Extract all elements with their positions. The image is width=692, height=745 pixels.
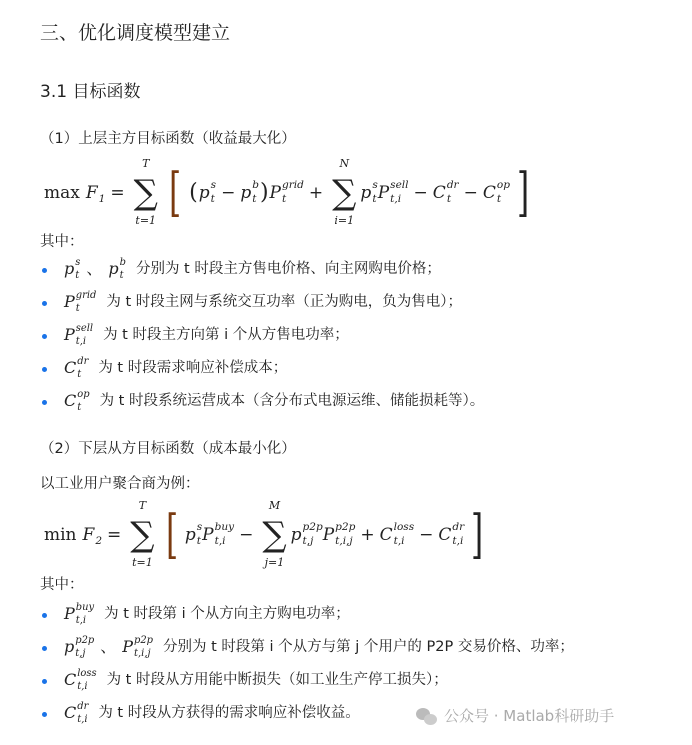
math-variable bbox=[64, 323, 93, 349]
superscript: p2p bbox=[134, 635, 154, 646]
math-variable bbox=[360, 179, 377, 206]
definition-symbol bbox=[64, 602, 94, 628]
subscript: 2 bbox=[95, 535, 103, 547]
definition-item bbox=[46, 635, 574, 661]
sum-sign: ∑ bbox=[133, 172, 158, 213]
superscript: grid bbox=[282, 179, 304, 192]
definition-item bbox=[46, 323, 349, 349]
sum-lower-limit: t=1 bbox=[132, 556, 153, 570]
superscript: sell bbox=[75, 323, 94, 334]
subscript: t bbox=[282, 193, 287, 205]
variable-symbol: P bbox=[269, 182, 281, 203]
definition-text: 为 t 时段系统运营成本（含分布式电源运维、储能损耗等）。 bbox=[99, 393, 485, 410]
wechat-icon bbox=[416, 708, 438, 726]
scripts bbox=[95, 521, 102, 548]
definition-text: 为 t 时段从方获得的需求响应补偿收益。 bbox=[98, 705, 360, 722]
scripts bbox=[252, 179, 259, 206]
scripts bbox=[303, 521, 323, 548]
variable-symbol: C bbox=[482, 182, 496, 203]
superscript: buy bbox=[75, 602, 95, 613]
definition-text: 分别为 t 时段主方售电价格、向主网购电价格； bbox=[135, 261, 441, 278]
math-variable bbox=[378, 179, 409, 206]
variable-symbol: p bbox=[360, 182, 372, 203]
definition-text: 为 t 时段第 i 个从方向主方购电功率； bbox=[104, 606, 350, 623]
math-function: max bbox=[44, 182, 80, 203]
math-operator: − bbox=[221, 182, 236, 203]
subscript: t,i bbox=[214, 535, 226, 547]
math-function: min bbox=[44, 524, 77, 545]
superscript: grid bbox=[75, 290, 97, 301]
variable-symbol: P bbox=[202, 524, 214, 545]
superscript: loss bbox=[393, 521, 415, 534]
math-variable bbox=[64, 701, 88, 727]
definition-item bbox=[46, 290, 462, 316]
math-variable bbox=[64, 257, 80, 283]
definition-text: 为 t 时段需求响应补偿成本； bbox=[98, 360, 288, 377]
superscript: op bbox=[496, 179, 510, 192]
superscript: p2p bbox=[75, 635, 95, 646]
subscript: t bbox=[119, 269, 124, 281]
subscript: t bbox=[372, 193, 377, 205]
math-summation bbox=[332, 157, 356, 228]
variable-symbol: p bbox=[240, 182, 252, 203]
lower-intro: 以工业用户聚合商为例： bbox=[40, 476, 200, 492]
scripts bbox=[497, 179, 510, 206]
variable-symbol: C bbox=[64, 670, 77, 690]
variable-symbol: P bbox=[377, 182, 390, 203]
math-variable bbox=[240, 179, 259, 206]
superscript: dr bbox=[77, 356, 89, 367]
math-operator: = bbox=[110, 182, 125, 203]
variable-symbol: C bbox=[432, 182, 446, 203]
definition-text: 为 t 时段从方用能中断损失（如工业生产停工损失）； bbox=[106, 672, 448, 689]
math-variable bbox=[64, 389, 90, 415]
variable-symbol: C bbox=[438, 524, 452, 545]
math-variable bbox=[86, 179, 106, 206]
math-variable bbox=[323, 521, 356, 548]
definition-symbol bbox=[64, 356, 88, 382]
subscript: t bbox=[446, 193, 452, 205]
scripts bbox=[77, 356, 88, 382]
definition-item bbox=[46, 356, 287, 382]
math-variable bbox=[202, 521, 234, 548]
math-operator: = bbox=[107, 524, 122, 545]
superscript: b bbox=[119, 257, 126, 268]
subscript: t,i bbox=[390, 193, 402, 205]
superscript: sell bbox=[390, 179, 409, 192]
math-operator: − bbox=[413, 182, 428, 203]
definition-symbol bbox=[64, 323, 93, 349]
subscript: t,j bbox=[302, 535, 314, 547]
scripts bbox=[390, 179, 408, 206]
superscript: s bbox=[372, 179, 378, 192]
subscript: t bbox=[196, 535, 201, 547]
subscript: t,i bbox=[77, 680, 88, 692]
math-variable bbox=[270, 179, 304, 206]
subscript: t,i bbox=[452, 535, 464, 547]
math-variable bbox=[108, 257, 126, 283]
variable-symbol: F bbox=[82, 524, 95, 545]
definition-item bbox=[46, 701, 360, 727]
scripts bbox=[335, 521, 355, 548]
math-operator: − bbox=[419, 524, 434, 545]
definition-item bbox=[46, 602, 350, 628]
subscript: 1 bbox=[98, 193, 106, 205]
variable-symbol: C bbox=[379, 524, 393, 545]
definition-symbol bbox=[64, 257, 126, 283]
subscript: t bbox=[77, 368, 82, 380]
upper-where-label: 其中： bbox=[40, 234, 84, 250]
variable-symbol: P bbox=[64, 292, 75, 312]
math-variable bbox=[122, 635, 153, 661]
definition-symbol bbox=[64, 389, 90, 415]
variable-symbol: p bbox=[184, 524, 196, 545]
scripts bbox=[76, 323, 93, 349]
scripts bbox=[75, 257, 80, 283]
watermark-text: 公众号 · Matlab科研助手 bbox=[444, 707, 615, 725]
subscript: t,i bbox=[393, 535, 405, 547]
sum-lower-limit: i=1 bbox=[334, 214, 355, 228]
definition-item bbox=[46, 257, 441, 283]
definition-text: 为 t 时段主网与系统交互功率（正为购电，负为售电）； bbox=[106, 294, 463, 311]
definition-symbol bbox=[64, 635, 153, 661]
math-operator: + bbox=[360, 524, 375, 545]
superscript: op bbox=[77, 389, 90, 400]
scripts bbox=[75, 635, 94, 661]
math-bracket: ] bbox=[517, 162, 530, 223]
scripts bbox=[211, 179, 216, 206]
scripts bbox=[134, 635, 153, 661]
variable-symbol: p bbox=[198, 182, 210, 203]
math-variable bbox=[64, 290, 96, 316]
sum-upper-limit: T bbox=[138, 499, 147, 513]
definition-text: 分别为 t 时段第 i 个从方与第 j 个用户的 P2P 交易价格、功率； bbox=[163, 639, 574, 656]
sum-lower-limit: j=1 bbox=[264, 556, 285, 570]
variable-symbol: C bbox=[64, 391, 77, 411]
scripts bbox=[76, 602, 94, 628]
variable-symbol: P bbox=[122, 637, 134, 657]
definition-item bbox=[46, 668, 448, 694]
scripts bbox=[282, 179, 304, 206]
math-variable bbox=[291, 521, 323, 548]
definition-symbol bbox=[64, 290, 96, 316]
subscript: t bbox=[210, 193, 215, 205]
subscript: t,i,j bbox=[134, 647, 151, 659]
lower-formula bbox=[44, 498, 490, 572]
superscript: s bbox=[196, 521, 203, 534]
watermark bbox=[416, 707, 614, 727]
sum-sign: ∑ bbox=[332, 172, 357, 213]
sum-upper-limit: T bbox=[142, 157, 150, 171]
math-summation bbox=[134, 157, 158, 228]
superscript: b bbox=[252, 179, 259, 192]
math-variable bbox=[483, 179, 510, 206]
scripts bbox=[77, 389, 89, 415]
variable-symbol: C bbox=[64, 703, 77, 723]
subscript: t,i bbox=[75, 335, 87, 347]
lower-where-label: 其中： bbox=[40, 577, 84, 593]
page-heading: 三、优化调度模型建立 bbox=[40, 22, 231, 44]
subscript: t,i,j bbox=[335, 535, 353, 547]
superscript: dr bbox=[452, 521, 465, 534]
subscript: t,i bbox=[77, 713, 88, 725]
variable-symbol: C bbox=[64, 358, 77, 378]
math-separator: 、 bbox=[100, 637, 117, 657]
scripts bbox=[76, 290, 97, 316]
math-operator: − bbox=[463, 182, 478, 203]
upper-formula bbox=[44, 156, 536, 230]
math-variable bbox=[64, 635, 94, 661]
sum-sign: ∑ bbox=[262, 514, 287, 555]
subscript: t bbox=[75, 302, 80, 314]
scripts bbox=[120, 257, 126, 283]
variable-symbol: p bbox=[108, 259, 119, 279]
math-paren: ) bbox=[259, 179, 269, 205]
math-operator: − bbox=[239, 524, 254, 545]
subscript: t bbox=[77, 401, 82, 413]
math-bracket: [ bbox=[165, 504, 178, 565]
variable-symbol: P bbox=[64, 604, 75, 624]
math-variable bbox=[185, 521, 202, 548]
definition-symbol bbox=[64, 668, 97, 694]
upper-title: （1）上层主方目标函数（收益最大化） bbox=[40, 131, 296, 147]
subscript: t bbox=[252, 193, 257, 205]
definition-text: 为 t 时段主方向第 i 个从方售电功率； bbox=[103, 327, 349, 344]
subscript: t bbox=[496, 193, 502, 205]
variable-symbol: p bbox=[290, 524, 302, 545]
superscript: p2p bbox=[302, 521, 323, 534]
superscript bbox=[95, 521, 102, 535]
math-operator: + bbox=[308, 182, 324, 203]
subscript: t,i bbox=[75, 614, 87, 626]
scripts bbox=[452, 521, 464, 548]
math-variable bbox=[64, 668, 97, 694]
superscript: dr bbox=[77, 701, 89, 712]
sum-sign: ∑ bbox=[130, 514, 155, 555]
superscript bbox=[99, 179, 106, 193]
scripts bbox=[394, 521, 415, 548]
superscript: dr bbox=[446, 179, 459, 192]
superscript: p2p bbox=[335, 521, 356, 534]
math-variable bbox=[380, 521, 415, 548]
sum-lower-limit: t=1 bbox=[135, 214, 157, 228]
math-variable bbox=[438, 521, 464, 548]
scripts bbox=[447, 179, 459, 206]
math-summation bbox=[130, 499, 154, 570]
math-separator: 、 bbox=[86, 259, 103, 279]
math-bracket: ] bbox=[471, 504, 484, 565]
superscript: s bbox=[75, 257, 81, 268]
scripts bbox=[99, 179, 106, 206]
sum-upper-limit: M bbox=[268, 499, 281, 513]
subscript: t bbox=[75, 269, 80, 281]
variable-symbol: F bbox=[85, 182, 98, 203]
scripts bbox=[215, 521, 234, 548]
variable-symbol: P bbox=[322, 524, 335, 545]
sum-upper-limit: N bbox=[339, 157, 350, 171]
math-variable bbox=[83, 521, 103, 548]
math-variable bbox=[64, 602, 94, 628]
variable-symbol: p bbox=[64, 637, 75, 657]
superscript: loss bbox=[77, 668, 97, 679]
math-variable bbox=[433, 179, 459, 206]
scripts bbox=[77, 701, 88, 727]
definition-symbol bbox=[64, 701, 88, 727]
math-summation bbox=[262, 499, 286, 570]
definition-item bbox=[46, 389, 484, 415]
superscript: s bbox=[210, 179, 217, 192]
lower-title: （2）下层从方目标函数（成本最小化） bbox=[40, 441, 296, 457]
scripts bbox=[77, 668, 96, 694]
variable-symbol: p bbox=[64, 259, 75, 279]
math-paren: ( bbox=[189, 179, 198, 205]
math-variable bbox=[199, 179, 216, 206]
variable-symbol: P bbox=[64, 325, 75, 345]
math-variable bbox=[64, 356, 88, 382]
section-title: 3.1 目标函数 bbox=[40, 82, 141, 102]
math-bracket: [ bbox=[168, 162, 182, 223]
superscript: buy bbox=[214, 521, 235, 534]
subscript: t,j bbox=[75, 647, 86, 659]
